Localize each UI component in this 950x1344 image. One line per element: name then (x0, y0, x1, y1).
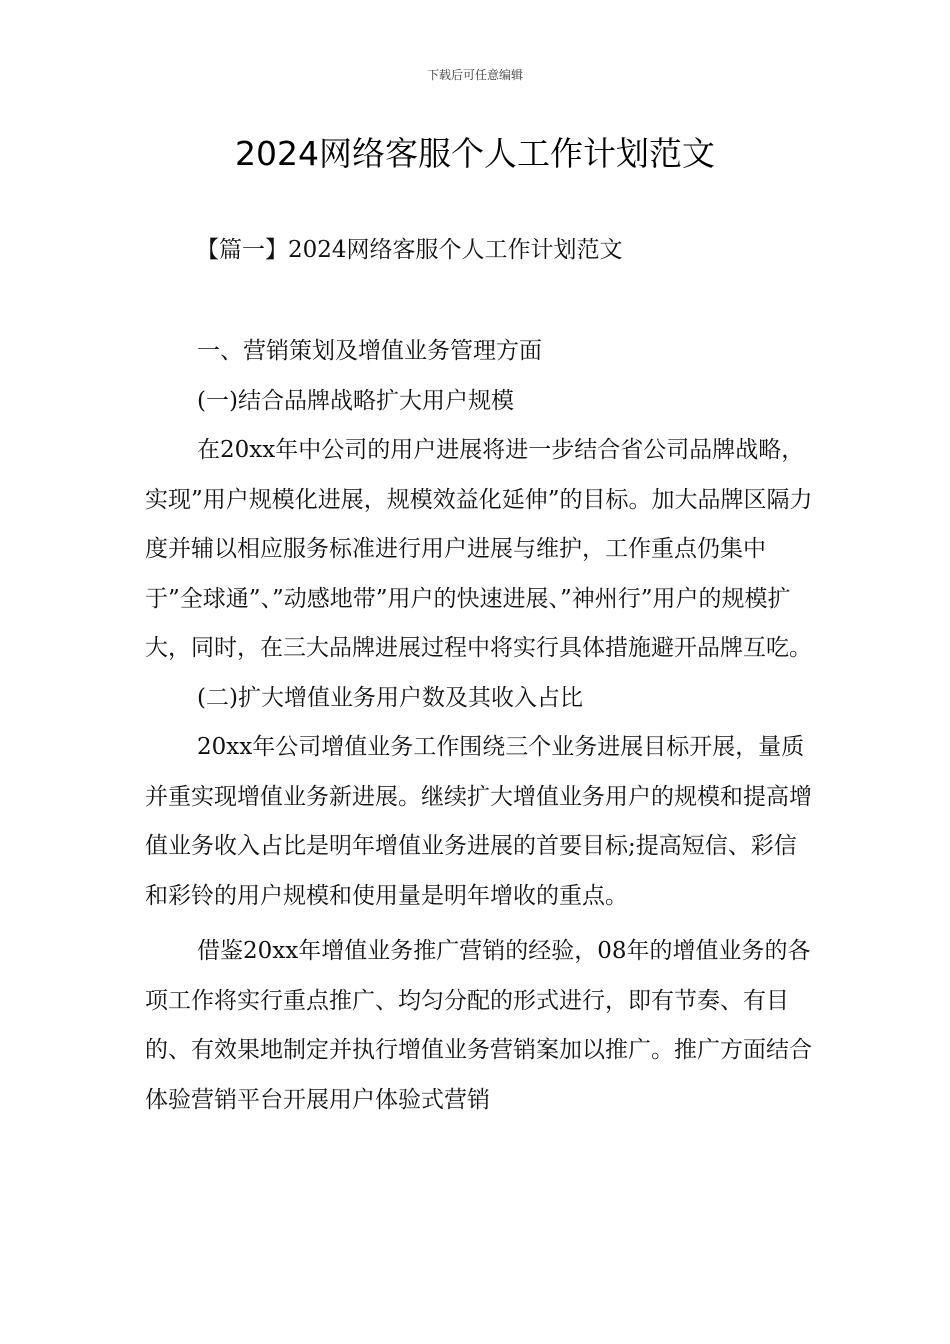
subsection-heading-1: (一)结合品牌战略扩大用户规模 (197, 387, 514, 414)
paragraph-value-added-goals: 20xx年公司增值业务工作围绕三个业务进展目标开展，量质并重实现增值业务新进展。继续扩大增值业务用户的规模和提高增值业务收入占比是明年增值业务进展的首要目标;提高短信、彩信和彩铃的用户规模和使用量是明年增收的重点。 (145, 734, 812, 909)
paragraph-brand-strategy: 在20xx年中公司的用户进展将进一步结合省公司品牌战略，实现”用户规模化进展，规模效益化延伸”的目标。加大品牌区隔力度并辅以相应服务标准进行用户进展与维护，工作重点仍集中于”全球通”、”动感地带”用户的快速进展、”神州行”用户的规模扩大，同时，在三大品牌进展过程中将实行具体措施避开品牌互吃。 (145, 437, 813, 661)
document-body (145, 327, 813, 1125)
document-title: 2024网络客服个人工作计划范文 (235, 134, 715, 173)
subsection-heading-2: (二)扩大增值业务用户数及其收入占比 (197, 684, 583, 711)
paragraph-promotion-plan: 借鉴20xx年增值业务推广营销的经验，08年的增值业务的各项工作将实行重点推广、均匀分配的形式进行，即有节奏、有目的、有效果地制定并执行增值业务营销案加以推广。推广方面结合体验营销平台开展用户体验式营销 (145, 938, 812, 1113)
chapter-heading: 【篇一】2024网络客服个人工作计划范文 (196, 237, 623, 263)
header-note: 下载后可任意编辑 (426, 68, 523, 82)
section-heading: 一、营销策划及增值业务管理方面 (197, 338, 542, 364)
